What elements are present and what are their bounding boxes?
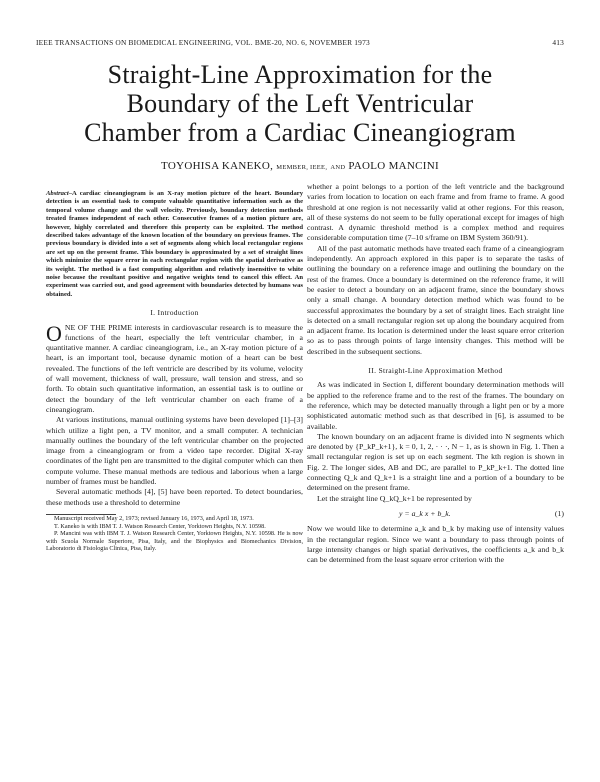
page-number: 413 [552,38,564,47]
intro-paragraph-3: Several automatic methods [4], [5] have been reported. To detect boundaries, these methods use a threshold to determine [46,487,303,507]
method-paragraph-4: Now we would like to determine a_k and b_k by making use of intensity values in the rectangular region. Since we want a boundary to pass through points of large intensity changes or high spatial derivatives, the coefficients a_k and b_k can be determined from the least square error criterion with the [307,524,564,565]
right-paragraph-2: All of the past automatic methods have treated each frame of a cineangiogram independently. An approach explored in this paper is to separate the tasks of outlining the boundary on a reference image and outlining the boundary on the rest of the frames. Once a boundary is determined on the reference frame, it will be easier to detect a boundary on an adjacent frame, since the boundary shows only a small change. A boundary detection method which was found to be successful approximates the boundary by a set of straight lines. Each straight line is detected on a small rectangular region set up along the boundary acquired from an adjacent frame. Its location is determined under the least square error criterion so as to pass through points of large intensity changes. This method will be described in the subsequent sections. [307,243,564,356]
title-line-3: Chamber from a Cardiac Cineangiogram [84,118,516,147]
footnote-mancini: P. Mancini was with IBM T. J. Watson Research Center, Yorktown Heights, N.Y. 10598. He is now with Scuola Normale Superiore, Pisa, Italy, and the Biophysics and Biomechanics Division, Laboratorio di Fisiologia Clinica, Pisa, Italy. [46,530,303,553]
equation-1 [307,509,564,519]
paper-title [40,60,560,147]
equation-number: (1) [554,508,564,518]
abstract-label: Abstract [46,190,69,197]
running-head [36,38,564,50]
drop-cap: O [46,320,62,346]
footnote-received: Manuscript received May 2, 1973; revised January 16, 1973, and April 18, 1973. [54,514,254,522]
journal-header: IEEE TRANSACTIONS ON BIOMEDICAL ENGINEERING, VOL. BME-20, NO. 6, NOVEMBER 1973 [36,38,370,47]
title-line-2: Boundary of the Left Ventricular [126,89,474,118]
author-membership: MEMBER, IEEE, [276,164,328,171]
equation-expression: y = a_k x + b_k. [399,508,451,518]
intro-paragraph-1-text: NE OF THE PRIME interests in cardiovascular research is to measure the functions of the heart, especially the left ventricular chamber, in a quantitative manner. A cardiac cineangiogram, i.e., an X-ray motion picture of a heart, is an important tool, because dynamic motion of a heart can be best revealed. The functions of the left ventricle are described by its volume, velocity of wall movement, thickness of wall, pressure, wall tension and stress, and so forth. To obtain such quantitative information, an essential task is to outline or detect the boundary of the left ventricular chamber on each frame of a cineangiogram. [46,322,303,414]
abstract-text: –A cardiac cineangiogram is an X-ray motion picture of the heart. Boundary detection is an essential task to compute valuable quantitative information such as the temporal volume change and the wall velocity. Previously, boundary detection methods treated frames independent of each other. Consecutive frames of a motion picture are, however, highly correlated and therefore this property can be exploited. The method described takes advantage of the known location of the boundary on previous frames. The previous boundary is divided into a set of segments along which local rectangular regions are set up on the present frame. This boundary is approximated by a set of straight lines which minimize the square error in each rectangular region with the spatial derivative as its weight. The method is a fast computing algorithm and relatively insensitive to white noise because the resultant positive and negative weights tend to cancel this effect. An experiment was carried out, and good agreement with boundaries detected by humans was obtained. [46,190,303,298]
author-mancini: PAOLO MANCINI [348,160,439,172]
right-column [307,182,564,565]
method-paragraph-1: As was indicated in Section I, different boundary determination methods will be applied to the reference frame and to the rest of the frames. The boundary on the reference, which may be detected manually through a light pen or by a more sophisticated automatic method such as that described in [6], is assumed to be available. [307,380,564,431]
intro-paragraph-2: At various institutions, manual outlining systems have been developed [1]–[3] which utilize a light pen, a TV monitor, and a small computer. A technician manually outlines the boundary of the left ventricular chamber on the projected image from a cineangiogram or from a video tape recorder. Digital X-ray coordinates of the light pen are transmitted to the digital computer which can then compute volume. These manual methods are tedious and laborious when a large number of frames must be handled. [46,415,303,487]
method-paragraph-2: The known boundary on an adjacent frame is divided into N segments which are denoted by {P_kP_k+1}, k = 0, 1, 2, · · ·, N − 1, as is shown in Fig. 1. Then a small rectangular region is set up on each segment. The kth region is shown in Fig. 2. The longer sides, AB and DC, are parallel to P_kP_k+1. The dotted line connecting Q_k and Q_k+1 is a straight line and a portion of a boundary to be determined on the present frame. [307,431,564,493]
abstract [46,190,303,299]
method-paragraph-3: Let the straight line Q_kQ_k+1 be represented by [317,493,472,503]
title-line-1: Straight-Line Approximation for the [107,60,493,89]
section-heading-method: II. Straight-Line Approximation Method [368,366,503,376]
author-line [40,160,560,172]
left-column [46,182,303,553]
section-heading-introduction: I. Introduction [150,308,199,318]
footnotes [46,515,303,553]
right-paragraph-1: whether a point belongs to a portion of the left ventricle and the background varies from location to location on each frame and from frame to frame. A good threshold at one region is not necessarily valid at other regions. For this reason, all of these systems do not seem to be fully operational except for images of high contrast. A dynamic threshold method is a complex method and requires considerable computation time (7–10 s/frame on IBM System 360/91). [307,182,564,243]
author-conjunction: AND [330,164,346,171]
footnote-kaneko: T. Kaneko is with IBM T. J. Watson Research Center, Yorktown Heights, N.Y. 10598. [54,522,266,530]
author-kaneko: TOYOHISA KANEKO, [161,160,274,172]
intro-paragraph-1 [46,320,303,416]
